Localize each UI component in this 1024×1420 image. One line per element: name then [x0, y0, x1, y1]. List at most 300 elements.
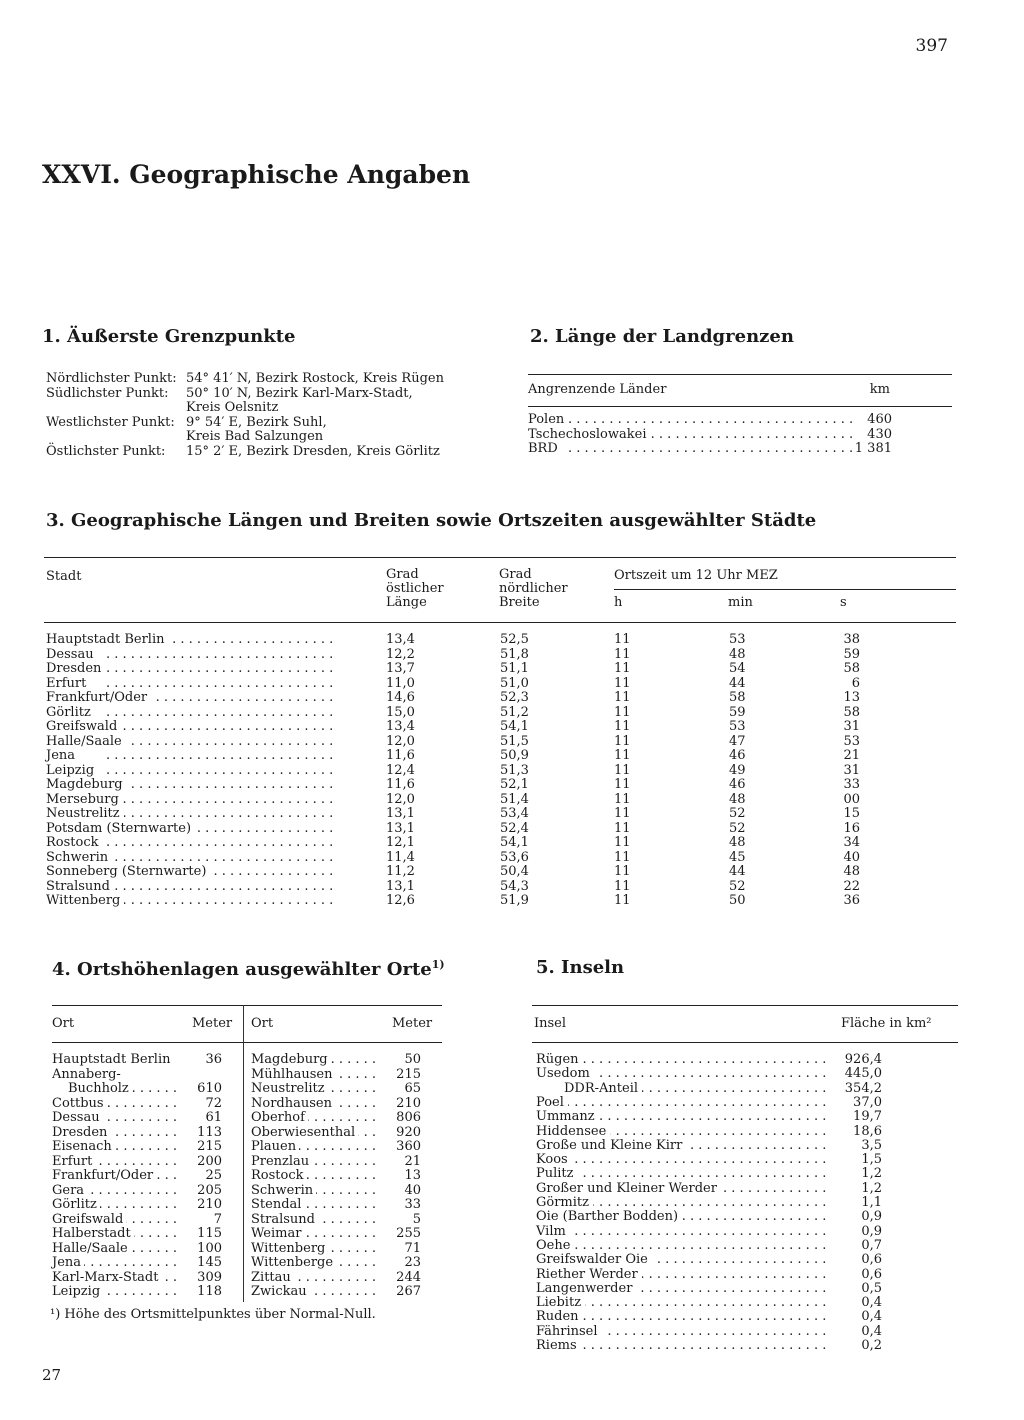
city-row — [46, 720, 926, 735]
island-area: 0,9 — [832, 1225, 882, 1240]
city-name: Sonneberg (Sternwarte) — [46, 865, 210, 880]
city-lat: 51,9 — [500, 893, 529, 908]
height-meter: 200 — [182, 1155, 222, 1170]
table3-time-rule — [614, 589, 956, 590]
boundary-point-label: Östlichster Punkt: — [46, 443, 166, 459]
city-lat: 54,3 — [500, 878, 529, 894]
city-name: Potsdam (Sternwarte) — [46, 822, 195, 837]
section4-footnote: ¹) Höhe des Ortsmittelpunktes über Normal-Null. — [50, 1307, 376, 1322]
height-place: Stendal — [251, 1198, 304, 1213]
city-min: 54 — [729, 661, 746, 676]
island-row — [536, 1282, 886, 1296]
boundary-point-value: 54° 41′ N, Bezirk Rostock, Kreis Rügen — [186, 371, 444, 386]
city-s: 22 — [843, 878, 860, 894]
island-row — [536, 1296, 886, 1310]
city-s: 6 — [851, 675, 860, 691]
table3-header-s: s — [840, 595, 847, 610]
city-s: 53 — [843, 733, 860, 749]
height-place: Frankfurt/Oder — [52, 1169, 156, 1184]
island-row — [536, 1196, 886, 1210]
table3-header-lon — [386, 568, 444, 610]
city-row — [46, 880, 926, 895]
height-meter: 610 — [182, 1082, 222, 1097]
height-meter: 100 — [182, 1242, 222, 1257]
border-country: Polen — [528, 413, 568, 428]
height-row — [52, 1184, 222, 1199]
city-dots — [106, 662, 336, 677]
island-row — [536, 1239, 886, 1253]
city-lon: 13,1 — [386, 806, 415, 821]
height-meter: 210 — [182, 1198, 222, 1213]
height-meter: 267 — [381, 1285, 421, 1300]
height-place: Karl-Marx-Stadt — [52, 1271, 161, 1286]
table4-column-divider — [243, 1005, 244, 1302]
height-row — [52, 1126, 222, 1141]
city-s: 59 — [843, 646, 860, 662]
city-row — [46, 691, 926, 706]
island-area: 0,6 — [832, 1253, 882, 1268]
table4-header-meter-left: Meter — [192, 1016, 233, 1031]
height-place: Eisenach — [52, 1140, 115, 1155]
island-name: Oehe — [536, 1239, 574, 1254]
city-h: 11 — [614, 762, 631, 778]
city-s: 34 — [843, 835, 860, 850]
city-name: Frankfurt/Oder — [46, 691, 151, 706]
island-area: 1,2 — [832, 1167, 882, 1182]
city-lon: 13,1 — [386, 820, 415, 836]
city-lon: 12,0 — [386, 733, 415, 749]
header-lat-line2: nördlicher — [499, 581, 568, 596]
table2-header-rule — [528, 406, 952, 407]
city-lat: 53,4 — [500, 806, 529, 821]
city-lat: 52,5 — [500, 632, 529, 647]
city-dots — [106, 677, 336, 692]
island-row — [536, 1310, 886, 1324]
city-row — [46, 851, 926, 866]
height-row — [52, 1285, 222, 1300]
island-row — [536, 1067, 886, 1081]
table3-header-city: Stadt — [46, 569, 82, 584]
boundary-point-row — [46, 416, 486, 431]
island-dots — [566, 1096, 828, 1111]
city-lat: 50,4 — [500, 864, 529, 879]
city-row — [46, 807, 926, 822]
city-row — [46, 778, 926, 793]
table3-header-lat — [499, 568, 568, 610]
island-area: 0,4 — [832, 1325, 882, 1340]
chapter-title: XXVI. Geographische Angaben — [42, 160, 471, 189]
height-row — [52, 1169, 222, 1184]
height-row — [52, 1198, 222, 1213]
island-area: 0,2 — [832, 1339, 882, 1354]
city-name: Jena — [46, 749, 79, 764]
island-row — [536, 1339, 886, 1353]
island-dots — [566, 1339, 828, 1354]
city-row — [46, 735, 926, 750]
city-lon: 12,4 — [386, 762, 415, 778]
island-area: 0,4 — [832, 1296, 882, 1311]
island-area: 0,7 — [832, 1239, 882, 1254]
header-lat-line1: Grad — [499, 567, 532, 582]
city-name: Dessau — [46, 648, 98, 663]
boundary-point-row — [46, 372, 486, 387]
table3-header-time: Ortszeit um 12 Uhr MEZ — [614, 568, 778, 583]
boundary-point-label: Südlichster Punkt: — [46, 385, 169, 401]
height-row — [52, 1271, 222, 1286]
island-name: Riether Werder — [536, 1268, 642, 1283]
city-lon: 11,6 — [386, 748, 415, 763]
boundary-point-value: 15° 2′ E, Bezirk Dresden, Kreis Görlitz — [186, 443, 440, 459]
height-place: Erfurt — [52, 1155, 95, 1170]
city-lon: 13,4 — [386, 632, 415, 647]
height-meter: 920 — [381, 1126, 421, 1141]
city-lon: 13,4 — [386, 719, 415, 734]
city-s: 31 — [843, 762, 860, 778]
height-place: Zittau — [251, 1271, 294, 1286]
island-area: 18,6 — [832, 1125, 882, 1140]
border-km: 430 — [852, 428, 892, 443]
city-min: 48 — [729, 791, 746, 807]
border-row — [528, 428, 908, 443]
city-min: 44 — [729, 675, 746, 691]
island-name: Greifswalder Oie — [536, 1253, 652, 1268]
table5-header-island: Insel — [534, 1016, 567, 1031]
height-place: Weimar — [251, 1227, 304, 1242]
island-name: Vilm — [536, 1225, 570, 1240]
height-row — [251, 1242, 421, 1257]
island-dots — [566, 1167, 828, 1182]
height-meter: 71 — [381, 1242, 421, 1257]
city-lon: 11,6 — [386, 777, 415, 792]
island-name: Großer und Kleiner Werder — [536, 1182, 721, 1197]
height-dots — [281, 1271, 379, 1286]
city-name: Rostock — [46, 836, 103, 851]
height-row — [52, 1082, 222, 1097]
city-name: Neustrelitz — [46, 807, 124, 822]
boundary-point-row — [46, 445, 486, 460]
city-row — [46, 865, 926, 880]
city-s: 58 — [843, 704, 860, 720]
boundary-point-value: Kreis Bad Salzungen — [186, 429, 324, 444]
section5-title: 5. Inseln — [536, 957, 625, 978]
section4-title-text: 4. Ortshöhenlagen ausgewählter Orte — [52, 959, 432, 980]
island-row — [536, 1325, 886, 1339]
city-s: 33 — [843, 777, 860, 792]
border-row — [528, 442, 908, 457]
island-area: 1,2 — [832, 1182, 882, 1197]
city-dots — [106, 894, 336, 909]
height-meter: 65 — [381, 1082, 421, 1097]
island-name: Usedom — [536, 1067, 594, 1082]
heights-table-right — [251, 1053, 421, 1303]
city-name: Stralsund — [46, 880, 114, 895]
city-lon: 13,1 — [386, 878, 415, 894]
city-row — [46, 836, 926, 851]
city-h: 11 — [614, 719, 631, 734]
island-row — [536, 1225, 886, 1239]
section1-title: 1. Äußerste Grenzpunkte — [42, 326, 296, 347]
city-min: 48 — [729, 835, 746, 850]
height-meter: 145 — [182, 1256, 222, 1271]
city-h: 11 — [614, 820, 631, 836]
city-lat: 54,1 — [500, 835, 529, 850]
cities-table — [46, 633, 926, 909]
table3-header-h: h — [614, 595, 623, 610]
city-lat: 51,3 — [500, 762, 529, 778]
height-place: Nordhausen — [251, 1097, 335, 1112]
city-lon: 12,0 — [386, 791, 415, 807]
height-place: Görlitz — [52, 1198, 100, 1213]
city-min: 49 — [729, 762, 746, 778]
island-area: 0,6 — [832, 1268, 882, 1283]
height-place: Magdeburg — [251, 1053, 331, 1068]
boundary-point-value: 50° 10′ N, Bezirk Karl-Marx-Stadt, — [186, 385, 413, 401]
table3-header-min: min — [728, 595, 753, 610]
city-h: 11 — [614, 704, 631, 720]
island-row — [536, 1268, 886, 1282]
height-place: Annaberg- — [52, 1068, 124, 1083]
island-name: Liebitz — [536, 1296, 585, 1311]
island-name: DDR-Anteil — [536, 1082, 642, 1097]
city-s: 48 — [843, 864, 860, 879]
island-area: 445,0 — [832, 1067, 882, 1082]
city-h: 11 — [614, 748, 631, 763]
city-s: 21 — [843, 748, 860, 763]
table4-header-meter-right: Meter — [392, 1016, 433, 1031]
city-name: Wittenberg — [46, 894, 124, 909]
section4-title — [52, 958, 445, 980]
island-row — [536, 1082, 886, 1096]
city-h: 11 — [614, 864, 631, 879]
page-number: 397 — [915, 36, 948, 56]
height-meter: 33 — [381, 1198, 421, 1213]
height-meter: 215 — [182, 1140, 222, 1155]
island-area: 0,9 — [832, 1210, 882, 1225]
boundary-point-row — [46, 401, 486, 416]
island-dots — [566, 1310, 828, 1325]
height-row — [52, 1140, 222, 1155]
city-min: 48 — [729, 646, 746, 662]
boundary-point-label: Nördlichster Punkt: — [46, 371, 177, 386]
height-meter: 360 — [381, 1140, 421, 1155]
height-place: Mühlhausen — [251, 1068, 335, 1083]
table2-header-country: Angrenzende Länder — [528, 382, 667, 397]
height-row — [52, 1068, 222, 1083]
city-row — [46, 793, 926, 808]
island-name: Oie (Barther Bodden) — [536, 1210, 682, 1225]
height-meter: 40 — [381, 1184, 421, 1199]
height-meter: 210 — [381, 1097, 421, 1112]
height-place: Prenzlau — [251, 1155, 312, 1170]
island-row — [536, 1096, 886, 1110]
height-row — [251, 1155, 421, 1170]
city-lat: 51,4 — [500, 791, 529, 807]
border-dots — [568, 413, 852, 428]
city-s: 13 — [843, 690, 860, 705]
city-name: Schwerin — [46, 851, 112, 866]
height-row — [251, 1285, 421, 1300]
boundary-points-list — [46, 372, 486, 462]
city-row — [46, 749, 926, 764]
city-lat: 53,6 — [500, 849, 529, 865]
table5-header-rule — [532, 1042, 958, 1043]
city-lon: 11,0 — [386, 675, 415, 691]
island-area: 37,0 — [832, 1096, 882, 1111]
height-meter: 7 — [182, 1213, 222, 1228]
city-min: 46 — [729, 777, 746, 792]
city-lon: 12,2 — [386, 646, 415, 662]
city-min: 52 — [729, 878, 746, 894]
island-dots — [566, 1225, 828, 1240]
island-row — [536, 1139, 886, 1153]
city-h: 11 — [614, 835, 631, 850]
page-signature: 27 — [42, 1366, 62, 1384]
height-row — [251, 1198, 421, 1213]
height-place: Wittenberge — [251, 1256, 336, 1271]
city-lon: 15,0 — [386, 704, 415, 720]
border-country: BRD — [528, 442, 562, 457]
boundary-point-label: Westlichster Punkt: — [46, 414, 175, 430]
height-place: Neustrelitz — [251, 1082, 328, 1097]
city-row — [46, 633, 926, 648]
city-lat: 50,9 — [500, 748, 529, 763]
city-name: Magdeburg — [46, 778, 127, 793]
island-area: 1,1 — [832, 1196, 882, 1211]
height-place: Stralsund — [251, 1213, 318, 1228]
city-h: 11 — [614, 777, 631, 792]
city-min: 46 — [729, 748, 746, 763]
height-row — [251, 1213, 421, 1228]
city-lon: 13,7 — [386, 661, 415, 676]
city-s: 58 — [843, 661, 860, 676]
city-h: 11 — [614, 791, 631, 807]
city-dots — [106, 706, 336, 721]
island-area: 3,5 — [832, 1139, 882, 1154]
height-row — [251, 1053, 421, 1068]
island-name: Hiddensee — [536, 1125, 610, 1140]
height-row — [251, 1184, 421, 1199]
city-min: 44 — [729, 864, 746, 879]
city-min: 47 — [729, 733, 746, 749]
height-meter: 215 — [381, 1068, 421, 1083]
city-dots — [106, 648, 336, 663]
height-dots — [82, 1155, 180, 1170]
height-meter: 50 — [381, 1053, 421, 1068]
section4-title-sup: 1) — [431, 958, 445, 971]
city-lat: 51,5 — [500, 733, 529, 749]
city-s: 31 — [843, 719, 860, 734]
island-name: Rügen — [536, 1053, 583, 1068]
city-lat: 52,1 — [500, 777, 529, 792]
height-meter: 23 — [381, 1256, 421, 1271]
height-place: Rostock — [251, 1169, 307, 1184]
height-meter: 118 — [182, 1285, 222, 1300]
height-row — [52, 1256, 222, 1271]
height-meter: 115 — [182, 1227, 222, 1242]
city-lon: 11,4 — [386, 849, 415, 865]
boundary-point-row — [46, 430, 486, 445]
city-name: Leipzig — [46, 764, 98, 779]
height-place: Halle/Saale — [52, 1242, 131, 1257]
table2-top-rule — [528, 374, 952, 375]
height-row — [52, 1213, 222, 1228]
height-place: Greifswald — [52, 1213, 126, 1228]
header-lon-line2: östlicher — [386, 581, 444, 596]
island-name: Ruden — [536, 1310, 583, 1325]
city-h: 11 — [614, 733, 631, 749]
table4-header-rule — [52, 1042, 442, 1043]
city-row — [46, 894, 926, 909]
city-dots — [106, 807, 336, 822]
city-lon: 12,1 — [386, 835, 415, 850]
city-dots — [106, 851, 336, 866]
city-name: Görlitz — [46, 706, 95, 721]
height-row — [52, 1097, 222, 1112]
city-s: 00 — [843, 791, 860, 807]
city-lat: 54,1 — [500, 719, 529, 734]
city-dots — [106, 778, 336, 793]
city-dots — [106, 735, 336, 750]
table5-top-rule — [532, 1005, 958, 1006]
table5-header-area: Fläche in km² — [841, 1016, 932, 1031]
island-area: 19,7 — [832, 1110, 882, 1125]
height-row — [251, 1097, 421, 1112]
city-h: 11 — [614, 893, 631, 908]
islands-table — [536, 1053, 886, 1353]
height-row — [251, 1111, 421, 1126]
height-row — [52, 1053, 222, 1068]
height-place: Jena — [52, 1256, 84, 1271]
city-name: Merseburg — [46, 793, 123, 808]
height-meter: 806 — [381, 1111, 421, 1126]
height-meter: 309 — [182, 1271, 222, 1286]
border-lengths-table — [528, 413, 908, 459]
section3-title: 3. Geographische Längen und Breiten sowie Ortszeiten ausgewählter Städte — [46, 510, 817, 531]
height-row — [52, 1155, 222, 1170]
island-name: Ummanz — [536, 1110, 599, 1125]
height-meter: 72 — [182, 1097, 222, 1112]
city-s: 16 — [843, 820, 860, 836]
height-row — [251, 1271, 421, 1286]
island-name: Poel — [536, 1096, 568, 1111]
city-min: 53 — [729, 719, 746, 734]
height-place: Oberhof — [251, 1111, 308, 1126]
height-row — [52, 1111, 222, 1126]
city-min: 50 — [729, 893, 746, 908]
height-place: Oberwiesenthal — [251, 1126, 358, 1141]
city-name: Dresden — [46, 662, 105, 677]
height-dots — [82, 1256, 180, 1271]
table4-top-rule — [52, 1005, 442, 1006]
boundary-point-value: 9° 54′ E, Bezirk Suhl, — [186, 414, 327, 430]
island-name: Görmitz — [536, 1196, 593, 1211]
border-dots — [568, 442, 852, 457]
island-dots — [566, 1067, 828, 1082]
height-meter: 205 — [182, 1184, 222, 1199]
island-name: Große und Kleine Kirr — [536, 1139, 686, 1154]
header-lon-line3: Länge — [386, 595, 427, 610]
island-row — [536, 1125, 886, 1139]
city-row — [46, 677, 926, 692]
boundary-point-value: Kreis Oelsnitz — [186, 400, 279, 415]
island-area: 926,4 — [832, 1053, 882, 1068]
city-h: 11 — [614, 632, 631, 647]
island-row — [536, 1210, 886, 1224]
height-meter: 113 — [182, 1126, 222, 1141]
boundary-point-row — [46, 387, 486, 402]
city-h: 11 — [614, 675, 631, 691]
height-row — [52, 1242, 222, 1257]
